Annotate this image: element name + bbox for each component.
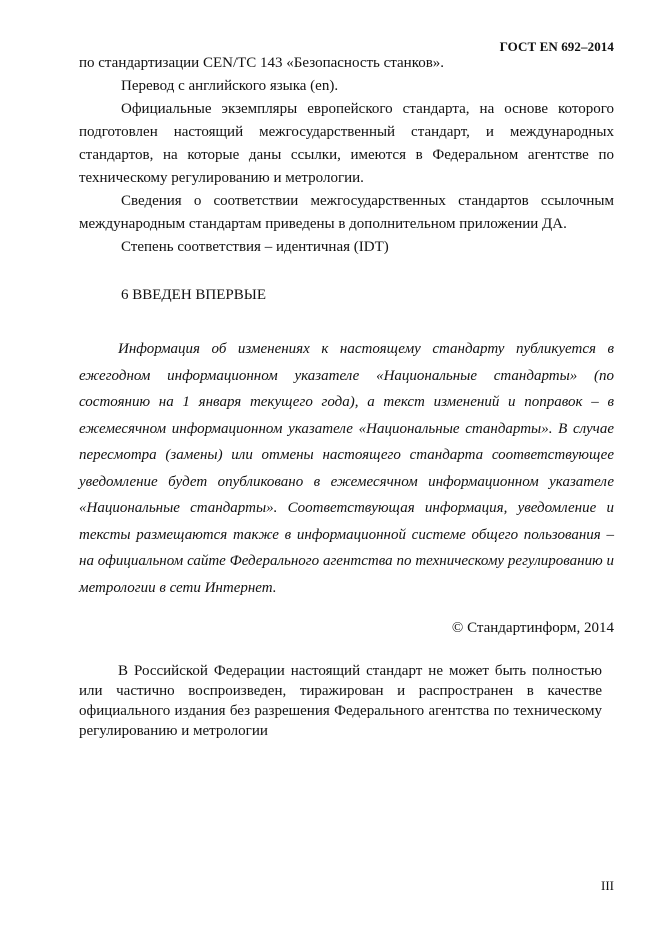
paragraph-official-copies: Официальные экземпляры европейского стандарта, на основе которого подготовлен настоящий межгосударственный стандарт, и международных стандартов, на которые даны ссылки, имеются в Федеральном агентстве по техническому регулированию и метрологии.: [79, 101, 614, 186]
paragraph-correspondence: Сведения о соответствии межгосударственных стандартов ссылочным международным стандартам приведены в дополнительном приложении ДА.: [79, 193, 614, 232]
document-code: ГОСТ EN 692–2014: [499, 39, 614, 54]
page-number: III: [601, 878, 614, 893]
reproduction-notice: В Российской Федерации настоящий стандарт не может быть полностью или частично воспроизведен, тиражирован и распространен в качестве официального издания без разрешения Федерального агентства по техническому регулированию и метрологии: [79, 663, 602, 739]
paragraph-committee: по стандартизации CEN/TC 143 «Безопасность станков».: [79, 55, 445, 71]
section-heading: 6 ВВЕДЕН ВПЕРВЫЕ: [121, 287, 266, 303]
paragraph-translation: Перевод с английского языка (en).: [121, 78, 339, 94]
paragraph-degree: Степень соответствия – идентичная (IDT): [121, 239, 389, 255]
info-paragraph: Информация об изменениях к настоящему стандарту публикуется в ежегодном информационном указателе «Национальные стандарты» (по состоянию на 1 января текущего года), а текст изменений и поправок – в ежемесячном информационном указателе «Национальные стандарты». В случае пересмотра (замены) или отмены настоящего стандарта соответствующее уведомление будет опубликовано в ежемесячном информационном указателе «Национальные стандарты». Соответствующая информация, уведомление и тексты размещаются также в информационной системе общего пользования – на официальном сайте Федерального агентства по техническому регулированию и метрологии в сети Интернет.: [79, 341, 614, 596]
copyright-line: © Стандартинформ, 2014: [451, 620, 614, 636]
body-text: [79, 52, 614, 259]
